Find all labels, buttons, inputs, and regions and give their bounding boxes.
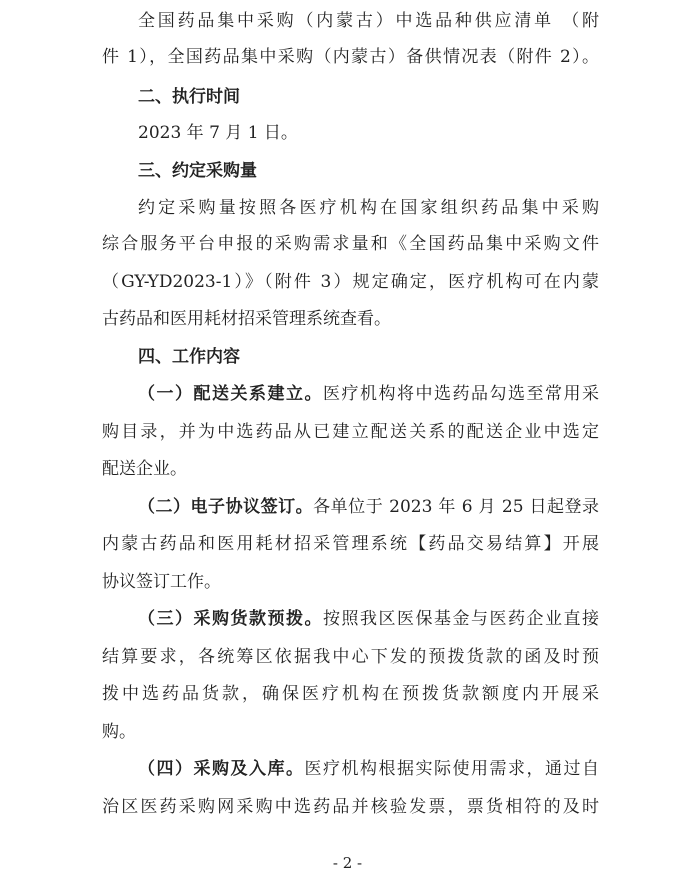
text-line: 内蒙古药品和医用耗材招采管理系统【药品交易结算】开展 [102,534,599,554]
text-span: 按照我区医保基金与医药企业直接 [323,609,599,629]
text-line: 综合服务平台申报的采购需求量和《全国药品集中采购文件 [102,234,599,254]
text-line: 结算要求，各统筹区依据我中心下发的预拨货款的函及时预 [102,647,599,667]
text-line: 购。 [102,722,136,742]
text-line: 配送企业。 [102,459,187,479]
page-number: - 2 - [332,854,363,872]
text-line: 拨中选药品货款，确保医疗机构在预拨货款额度内开展采 [102,684,599,704]
text-line [138,758,599,780]
subsection-heading: （二）电子协议签订。 [138,497,314,517]
subsection-heading: （一）配送关系建立。 [138,384,323,404]
section-heading: 二、执行时间 [138,87,240,107]
text-line: 购目录，并为中选药品从已建立配送关系的配送企业中选定 [102,422,599,442]
text-line: （GY-YD2023-1）》（附件 3）规定确定，医疗机构可在内蒙 [102,272,599,292]
text-span: 各单位于 2023 年 6 月 25 日起登录 [313,497,600,517]
section-heading: 四、工作内容 [138,347,240,367]
subsection-heading: （四）采购及入库。 [138,759,305,779]
text-span: 医疗机构根据实际使用需求，通过自 [304,759,599,779]
text-line: 约定采购量按照各医疗机构在国家组织药品集中采购 [138,198,599,218]
text-line: 古药品和医用耗材招采管理系统查看。 [102,309,391,329]
text-line: 2023 年 7 月 1 日。 [138,123,298,143]
text-line: 协议签订工作。 [102,572,221,592]
text-line [138,608,599,630]
text-line [138,496,599,518]
text-line [138,383,599,405]
section-heading: 三、约定采购量 [138,161,257,181]
text-span: 医疗机构将中选药品勾选至常用采 [323,384,599,404]
text-line: 件 1），全国药品集中采购（内蒙古）备供情况表（附件 2）。 [102,47,599,67]
text-line: 全国药品集中采购（内蒙古）中选品种供应清单 （附 [138,11,599,31]
text-line: 治区医药采购网采购中选药品并核验发票，票货相符的及时 [102,797,599,817]
subsection-heading: （三）采购货款预拨。 [138,609,323,629]
